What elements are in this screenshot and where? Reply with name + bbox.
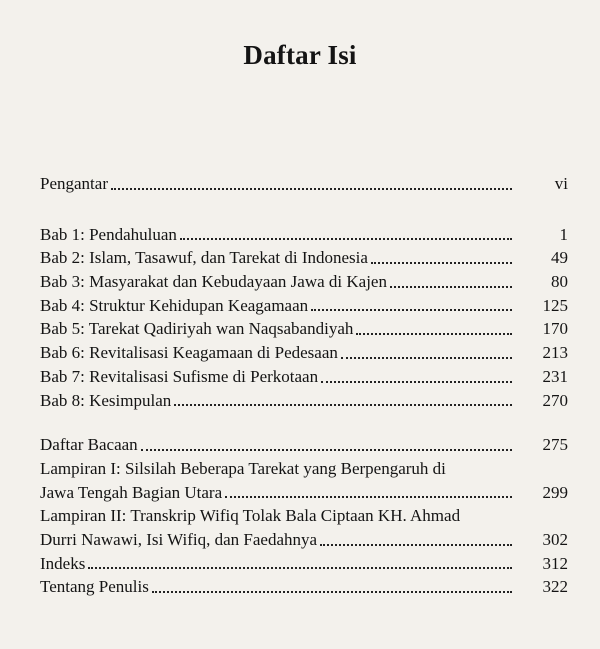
toc-entry-tentang-penulis xyxy=(40,575,568,599)
toc-entry-page: 231 xyxy=(542,366,568,386)
leader-dots xyxy=(225,496,512,498)
toc-entry-page: 270 xyxy=(542,390,568,410)
toc-entry-label: Bab 5: Tarekat Qadiriyah wan Naqsabandiyah xyxy=(40,319,354,339)
toc-entry-bab-1 xyxy=(40,223,568,247)
toc-entry-page: 275 xyxy=(542,435,568,455)
leader-dots xyxy=(341,357,512,359)
toc-entry-lampiran-2 xyxy=(40,528,568,552)
toc-entry-pengantar xyxy=(40,172,568,196)
toc-entry-lampiran-1-line-1: Lampiran I: Silsilah Beberapa Tarekat yang Berpengaruh di xyxy=(40,458,446,478)
leader-dots xyxy=(111,188,512,190)
toc-entry-page: 80 xyxy=(551,272,568,292)
toc-entry-page: 213 xyxy=(542,343,568,363)
page-title: Daftar Isi xyxy=(243,40,357,70)
toc-entry-label: Jawa Tengah Bagian Utara xyxy=(40,482,223,502)
leader-dots xyxy=(311,309,512,311)
leader-dots xyxy=(371,262,512,264)
table-of-contents xyxy=(40,172,568,599)
leader-dots xyxy=(356,333,512,335)
leader-dots xyxy=(180,238,512,240)
toc-entry-label: Bab 3: Masyarakat dan Kebudayaan Jawa di Kajen xyxy=(40,272,387,292)
toc-entry-page: 299 xyxy=(542,482,568,502)
leader-dots xyxy=(390,286,512,288)
leader-dots xyxy=(152,591,512,593)
leader-dots xyxy=(88,567,512,569)
toc-entry-bab-8 xyxy=(40,389,568,413)
toc-entry-label: Tentang Penulis xyxy=(40,577,149,597)
toc-entry-page: vi xyxy=(554,174,568,193)
toc-entry-label: Bab 2: Islam, Tasawuf, dan Tarekat di Indonesia xyxy=(40,248,368,268)
leader-dots xyxy=(141,449,512,451)
toc-entry-page: 302 xyxy=(542,529,568,549)
toc-entry-label: Bab 7: Revitalisasi Sufisme di Perkotaan xyxy=(40,366,319,386)
toc-entry-bab-4 xyxy=(40,294,568,318)
toc-entry-page: 125 xyxy=(542,295,568,315)
toc-entry-page: 322 xyxy=(542,577,568,597)
leader-dots xyxy=(320,544,512,546)
toc-entry-label: Bab 4: Struktur Kehidupan Keagamaan xyxy=(40,295,309,315)
toc-entry-bab-6 xyxy=(40,341,568,365)
toc-entry-page: 49 xyxy=(551,248,568,268)
toc-entry-daftar-bacaan xyxy=(40,433,568,457)
toc-entry-bab-2 xyxy=(40,246,568,270)
toc-entry-bab-5 xyxy=(40,317,568,341)
toc-entry-page: 170 xyxy=(542,319,568,339)
toc-entry-label: Indeks xyxy=(40,553,86,573)
toc-entry-page: 312 xyxy=(542,553,568,573)
toc-entry-label: Bab 1: Pendahuluan xyxy=(40,224,177,244)
toc-entry-label: Durri Nawawi, Isi Wifiq, dan Faedahnya xyxy=(40,529,318,549)
toc-entry-label: Daftar Bacaan xyxy=(40,435,138,455)
toc-entry-label: Bab 8: Kesimpulan xyxy=(40,390,172,410)
leader-dots xyxy=(321,381,512,383)
toc-entry-bab-7 xyxy=(40,365,568,389)
toc-entry-indeks xyxy=(40,552,568,576)
leader-dots xyxy=(174,404,512,406)
toc-entry-page: 1 xyxy=(559,224,568,244)
toc-entry-bab-3 xyxy=(40,270,568,294)
toc-entry-lampiran-1 xyxy=(40,481,568,505)
toc-entry-label: Bab 6: Revitalisasi Keagamaan di Pedesaan xyxy=(40,343,338,363)
toc-entry-lampiran-2-line-1: Lampiran II: Transkrip Wifiq Tolak Bala Ciptaan KH. Ahmad xyxy=(40,506,461,526)
toc-entry-label: Pengantar xyxy=(40,174,108,193)
